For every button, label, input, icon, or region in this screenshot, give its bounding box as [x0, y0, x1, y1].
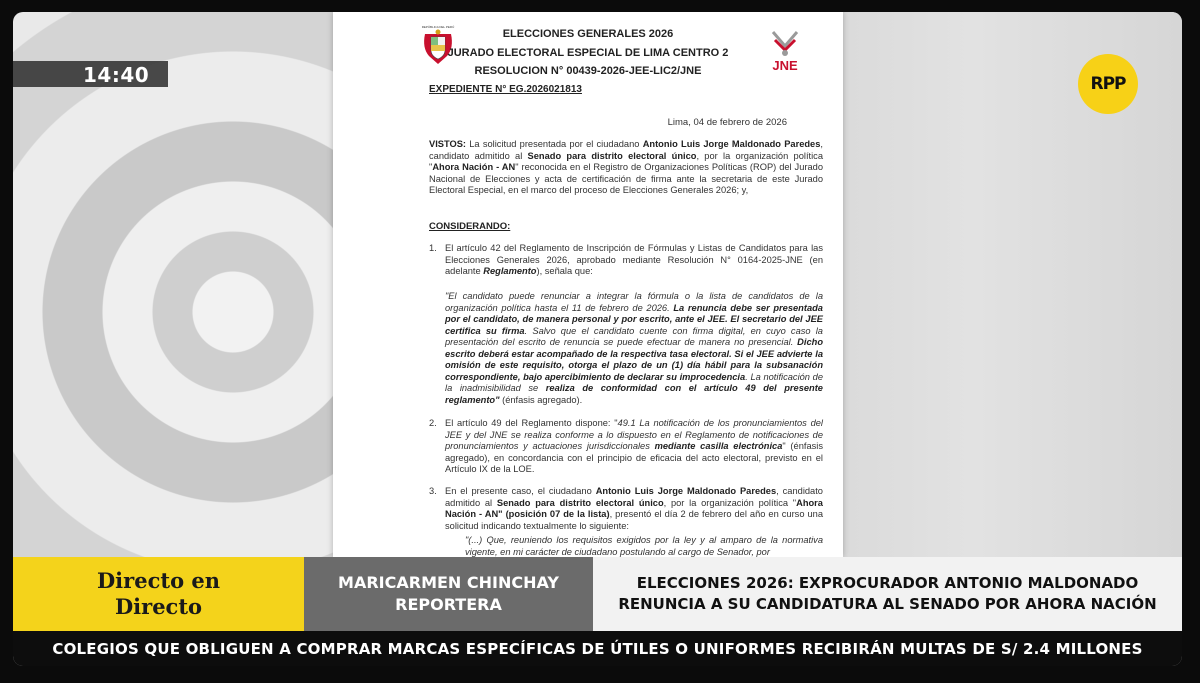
item-1-quote: "El candidato puede renunciar a integrar la fórmula o la lista de candidatos de la organización política hasta el 11 de febrero de 2026. La renuncia debe ser presentada por el candidato, de manera personal y por escrito, ante el JEE. El secretario del JEE certifica su firma. Salvo que el candidato cuente con firma digital, en cuyo caso la presentación del escrito de renuncia se puede efectuar de manera no presencial. Dicho escrito deberá estar acompañado de la respectiva tasa electoral. Si el JEE advierte la omisión de este requisito, otorga el plazo de un (1) día hábil para la subsanación correspondiente, bajo apercibimiento de declarar su improcedencia. La notificación de la inadmisibilidad se realiza de conformidad con el artículo 49 del presente reglamento" (énfasis agregado). — [445, 291, 823, 405]
vistos-paragraph: VISTOS: La solicitud presentada por el ciudadano Antonio Luis Jorge Maldonado Paredes, candidato admitido al Senado para distrito electoral único, por la organización política "Ahora Nación - AN" reconocida en el Registro de Organizaciones Políticas (ROP) del Jurado Nacional de Elecciones y acta de certificación de firma ante la secretaria de este Jurado Electoral Especial, en el marco del proceso de Elecciones Generales 2026; y, — [429, 139, 823, 195]
rpp-logo-text: RPP — [1090, 74, 1126, 94]
program-title-line-2: Directo — [114, 594, 203, 619]
program-title-box — [13, 557, 304, 631]
vistos-label: VISTOS: — [429, 139, 467, 149]
video-frame — [13, 12, 1182, 666]
ticker-text: COLEGIOS QUE OBLIGUEN A COMPRAR MARCAS ESPECÍFICAS DE ÚTILES O UNIFORMES RECIBIRÁN MULTAS DE S/ 2.4 MILLONES — [52, 639, 1143, 658]
jne-logo-icon — [765, 26, 805, 74]
header-line-1: ELECCIONES GENERALES 2026 — [502, 28, 674, 40]
header-line-3: RESOLUCION N° 00439-2026-JEE-LIC2/JNE — [474, 65, 702, 77]
considerando-heading: CONSIDERANDO: — [429, 221, 511, 232]
shield-caption: REPÚBLICA DEL PERÚ — [421, 25, 455, 29]
headline-line-2: RENUNCIA A SU CANDIDATURA AL SENADO POR AHORA NACIÓN — [618, 595, 1157, 613]
reporter-box — [304, 557, 593, 631]
item-3-text: En el presente caso, el ciudadano Antonio Luis Jorge Maldonado Paredes, candidato admitido al Senado para distrito electoral único, por la organización política "Ahora Nación - AN" (posición 07 de la lista), presentó el día 2 de febrero del año en curso una solicitud indicando textualmente lo siguiente: — [445, 486, 824, 531]
expediente-number: EXPEDIENTE N° EG.2026021813 — [429, 84, 582, 95]
item-1-number: 1. — [429, 243, 437, 253]
headline-line-1: ELECCIONES 2026: EXPROCURADOR ANTONIO MALDONADO — [636, 574, 1139, 592]
program-title-line-1: Directo en — [96, 568, 221, 593]
item-3-number: 3. — [429, 486, 437, 496]
item-2-number: 2. — [429, 418, 437, 428]
reporter-name: MARICARMEN CHINCHAY — [338, 573, 559, 592]
resolution-document — [333, 12, 843, 557]
news-ticker — [13, 631, 1182, 666]
reporter-role: REPORTERA — [395, 595, 502, 614]
header-line-2: JURADO ELECTORAL ESPECIAL DE LIMA CENTRO 2 — [447, 47, 729, 59]
item-1-text: El artículo 42 del Reglamento de Inscripción de Fórmulas y Listas de Candidatos para las Elecciones Generales 2026, aprobado mediante Resolución N° 0164-2025-JNE (en adelante Reglamento), señala que: — [445, 243, 823, 276]
jne-logo-text: JNE — [772, 58, 798, 73]
document-date: Lima, 04 de febrero de 2026 — [667, 117, 787, 128]
headline-box — [593, 557, 1182, 631]
clock-time: 14:40 — [83, 63, 150, 87]
item-3-quote: "(...) Que, reuniendo los requisitos exigidos por la ley y al amparo de la normativa vigente, en mi carácter de ciudadano postulando al cargo de Senador, por — [465, 535, 823, 557]
item-2-text: El artículo 49 del Reglamento dispone: "49.1 La notificación de los pronunciamientos del JEE y del JNE se realiza conforme a lo dispuesto en el Reglamento de notificaciones de pronunciamientos y actuaciones jurisdiccionales mediante casilla electrónica" (énfasis agregado), en concordancia con el principio de eficacia del acto electoral, previsto en el Artículo IX de la LOE. — [445, 418, 823, 474]
rpp-logo — [1078, 54, 1138, 114]
